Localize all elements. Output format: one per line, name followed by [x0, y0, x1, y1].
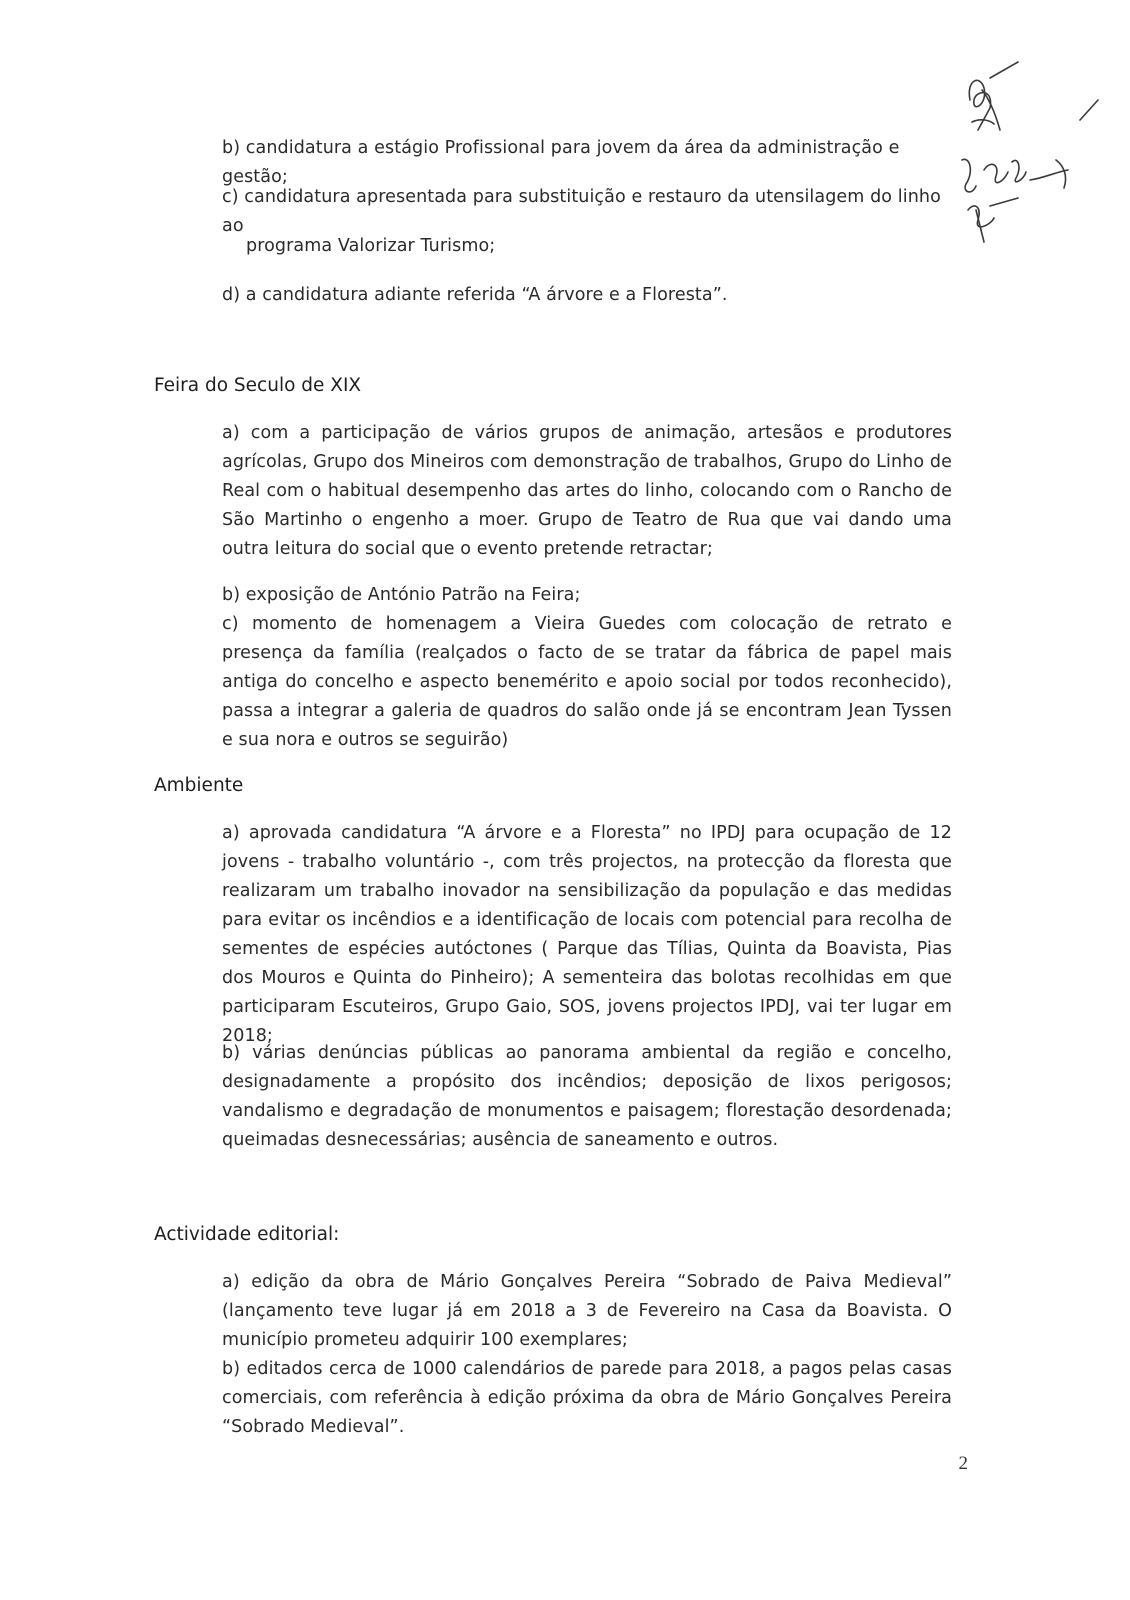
section-heading-editorial-text: Actividade editorial — [154, 1224, 334, 1245]
section-heading-ambiente: Ambiente — [154, 775, 244, 796]
page-number: 2 — [958, 1453, 968, 1474]
editorial-item-b: b) editados cerca de 1000 calendários de parede para 2018, a pagos pelas casas comerciais, com referência à edição próxima da obra de Mário Gonçalves Pereira “Sobrado Medieval”. — [222, 1359, 952, 1437]
list-item-c-continuation: programa Valorizar Turismo; — [246, 236, 496, 256]
list-item-d: d) a candidatura adiante referida “A árvore e a Floresta”. — [222, 285, 728, 305]
ambiente-item-a: a) aprovada candidatura “A árvore e a Floresta” no IPDJ para ocupação de 12 jovens - trabalho voluntário -, com três projectos, na protecção da floresta que realizaram um trabalho inovador na sensibilização da população e das medidas para evitar os incêndios e a identificação de locais com potencial para recolha de sementes de espécies autóctones ( Parque das Tílias, Quinta da Boavista, Pias dos Mouros e Quinta do Pinheiro); A sementeira das bolotas recolhidas em que participaram Escuteiros, Grupo Gaio, SOS, jovens projectos IPDJ, vai ter lugar em 2018; — [222, 823, 952, 1046]
ambiente-item-b: b) várias denúncias públicas ao panorama ambiental da região e concelho, designadamente a propósito dos incêndios; deposição de lixos perigosos; vandalismo e degradação de monumentos e paisagem; florestação desordenada; queimadas desnecessárias; ausência de saneamento e outros. — [222, 1043, 952, 1150]
list-item-c: c) candidatura apresentada para substituição e restauro da utensilagem do linho ao — [222, 187, 941, 236]
handwritten-signature — [960, 60, 1100, 270]
editorial-item-a: a) edição da obra de Mário Gonçalves Pereira “Sobrado de Paiva Medieval” (lançamento teve lugar já em 2018 a 3 de Fevereiro na Casa da Boavista. O município prometeu adquirir 100 exemplares; — [222, 1272, 952, 1350]
feira-item-c: c) momento de homenagem a Vieira Guedes com colocação de retrato e presença da família (realçados o facto de se tratar da fábrica de papel mais antiga do concelho e aspecto benemérito e apoio social por todos reconhecido), passa a integrar a galeria de quadros do salão onde já se encontram Jean Tyssen e sua nora e outros se seguirão) — [222, 614, 952, 750]
list-item-b: b) candidatura a estágio Profissional para jovem da área da administração e gestão; — [222, 138, 900, 187]
section-heading-editorial-colon: : — [333, 1224, 340, 1245]
feira-item-a: a) com a participação de vários grupos de animação, artesãos e produtores agrícolas, Grupo dos Mineiros com demonstração de trabalhos, Grupo do Linho de Real com o habitual desempenho das artes do linho, colocando com o Rancho de São Martinho o engenho a moer. Grupo de Teatro de Rua que vai dando uma outra leitura do social que o evento pretende retractar; — [222, 423, 952, 559]
section-heading-editorial — [154, 1221, 339, 1249]
section-heading-feira: Feira do Seculo de XIX — [154, 375, 362, 396]
feira-item-b: b) exposição de António Patrão na Feira; — [222, 585, 581, 605]
